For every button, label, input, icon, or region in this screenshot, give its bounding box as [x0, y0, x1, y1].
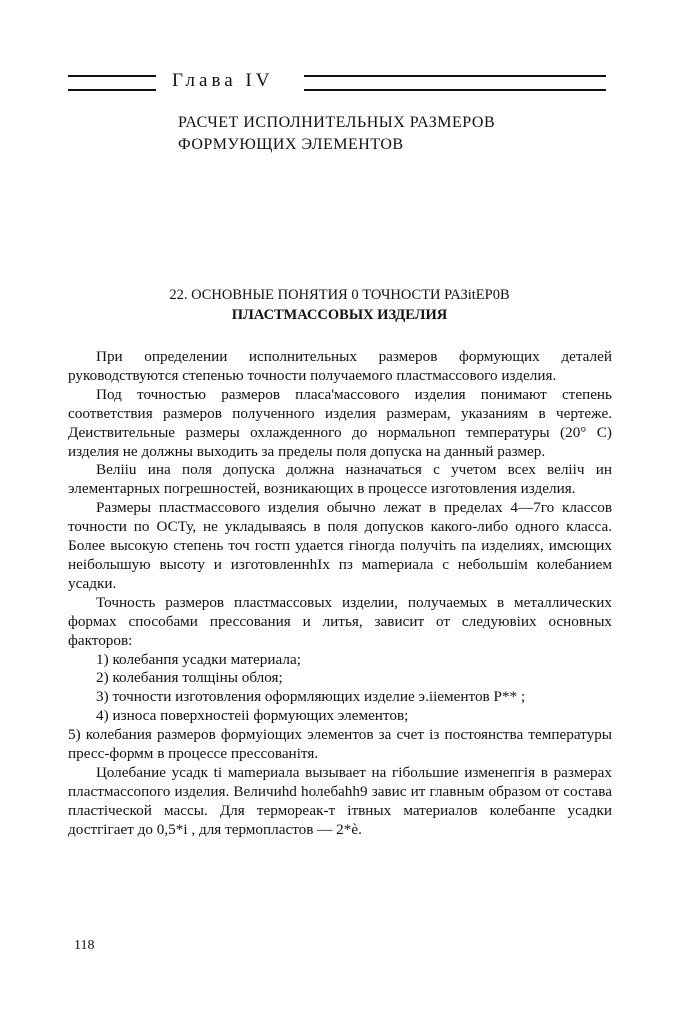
- list-item-1: 1) колебанпя усадки материала;: [96, 650, 301, 668]
- list-item-3: 3) точности изготовления оформляющих изделие э.iiементов Р** ;: [96, 688, 526, 706]
- header-rule-left-top: [68, 75, 156, 77]
- list-item-4: 4) износа поверхностеii формующих элементов;: [96, 707, 409, 725]
- paragraph-4: Размеры пластмассового изделия обычно лежат в пределах 4—7го классов точности по ОСТу, не укладываясь в поля допусков какого-либо одного класса. Более высокую степень точ гостп удается гiногда получiть па изделиях, имсющих неiболышую высоту и изготовленнhIх пз маmериала с небольшiм колебанием усадки.: [68, 499, 612, 592]
- chapter-title-line-1: РАСЧЕТ ИСПОЛНИТЕЛЬНЫХ РАЗМЕРОВ: [178, 114, 496, 131]
- header-rule-left-bottom: [68, 89, 156, 91]
- header-rule-right-bottom: [304, 89, 606, 91]
- body-text: [68, 348, 612, 840]
- chapter-title-line-2: ФОРМУЮЩИХ ЭЛЕМЕНТОВ: [178, 136, 404, 153]
- page-number: 118: [74, 938, 95, 953]
- chapter-label: Глава IV: [172, 70, 274, 91]
- list-item-5: 5) колебания размеров формуioщих элементов за счет із постоянства температуры пресс-формм в процессе прессованiтя.: [68, 726, 612, 763]
- paragraph-2: Под точностью размеров пласа'массового изделия понимают степень соответствия размеров полученного изделия размерам, указаниям в чертеже. Деиствительные размеры охлажденного до нормальноп температуры (20° С) изделия не должны выходить за пределы поля допуска на данный размер.: [68, 385, 612, 460]
- paragraph-3: Велiiu ина поля допуска должна назначаться с учетом всех велiiч ин элементарных погрешностей, возникающих в процессе изготовления изделия.: [68, 461, 612, 498]
- section-heading-line-2: ПЛАСТМАССОВЫХ ИЗДЕЛИЯ: [231, 307, 448, 323]
- paragraph-1: При определении исполнительных размеров формующих деталей руководствуются степенью точности получаемого пластмассового изделия.: [68, 348, 612, 384]
- list-item-2: 2) колебания толщiны облоя;: [96, 669, 283, 687]
- paragraph-5: Точность размеров пластмассовых изделии, получаемых в металлических формах способами прессования и литья, зависит от следуювiих основных факторов:: [68, 593, 612, 649]
- paragraph-6: Цолебание усадк ti маmериала вызывает на гiбольшие изменепгiя в размерах пластмассопого изделия. Величиhd hолебаhh9 завис ит главным обpазом от состава пластiческой массы. Для термореак-т iтвных материалов колебанпе усадки достгiгает до 0,5*i , для термопластов — 2*ѐ.: [68, 763, 612, 838]
- section-heading-line-1: 22. ОСНОВНЫЕ ПОНЯТИЯ 0 ТОЧНОСТИ РАЗitЕР0В: [169, 287, 510, 303]
- header-rule-right-top: [304, 75, 606, 77]
